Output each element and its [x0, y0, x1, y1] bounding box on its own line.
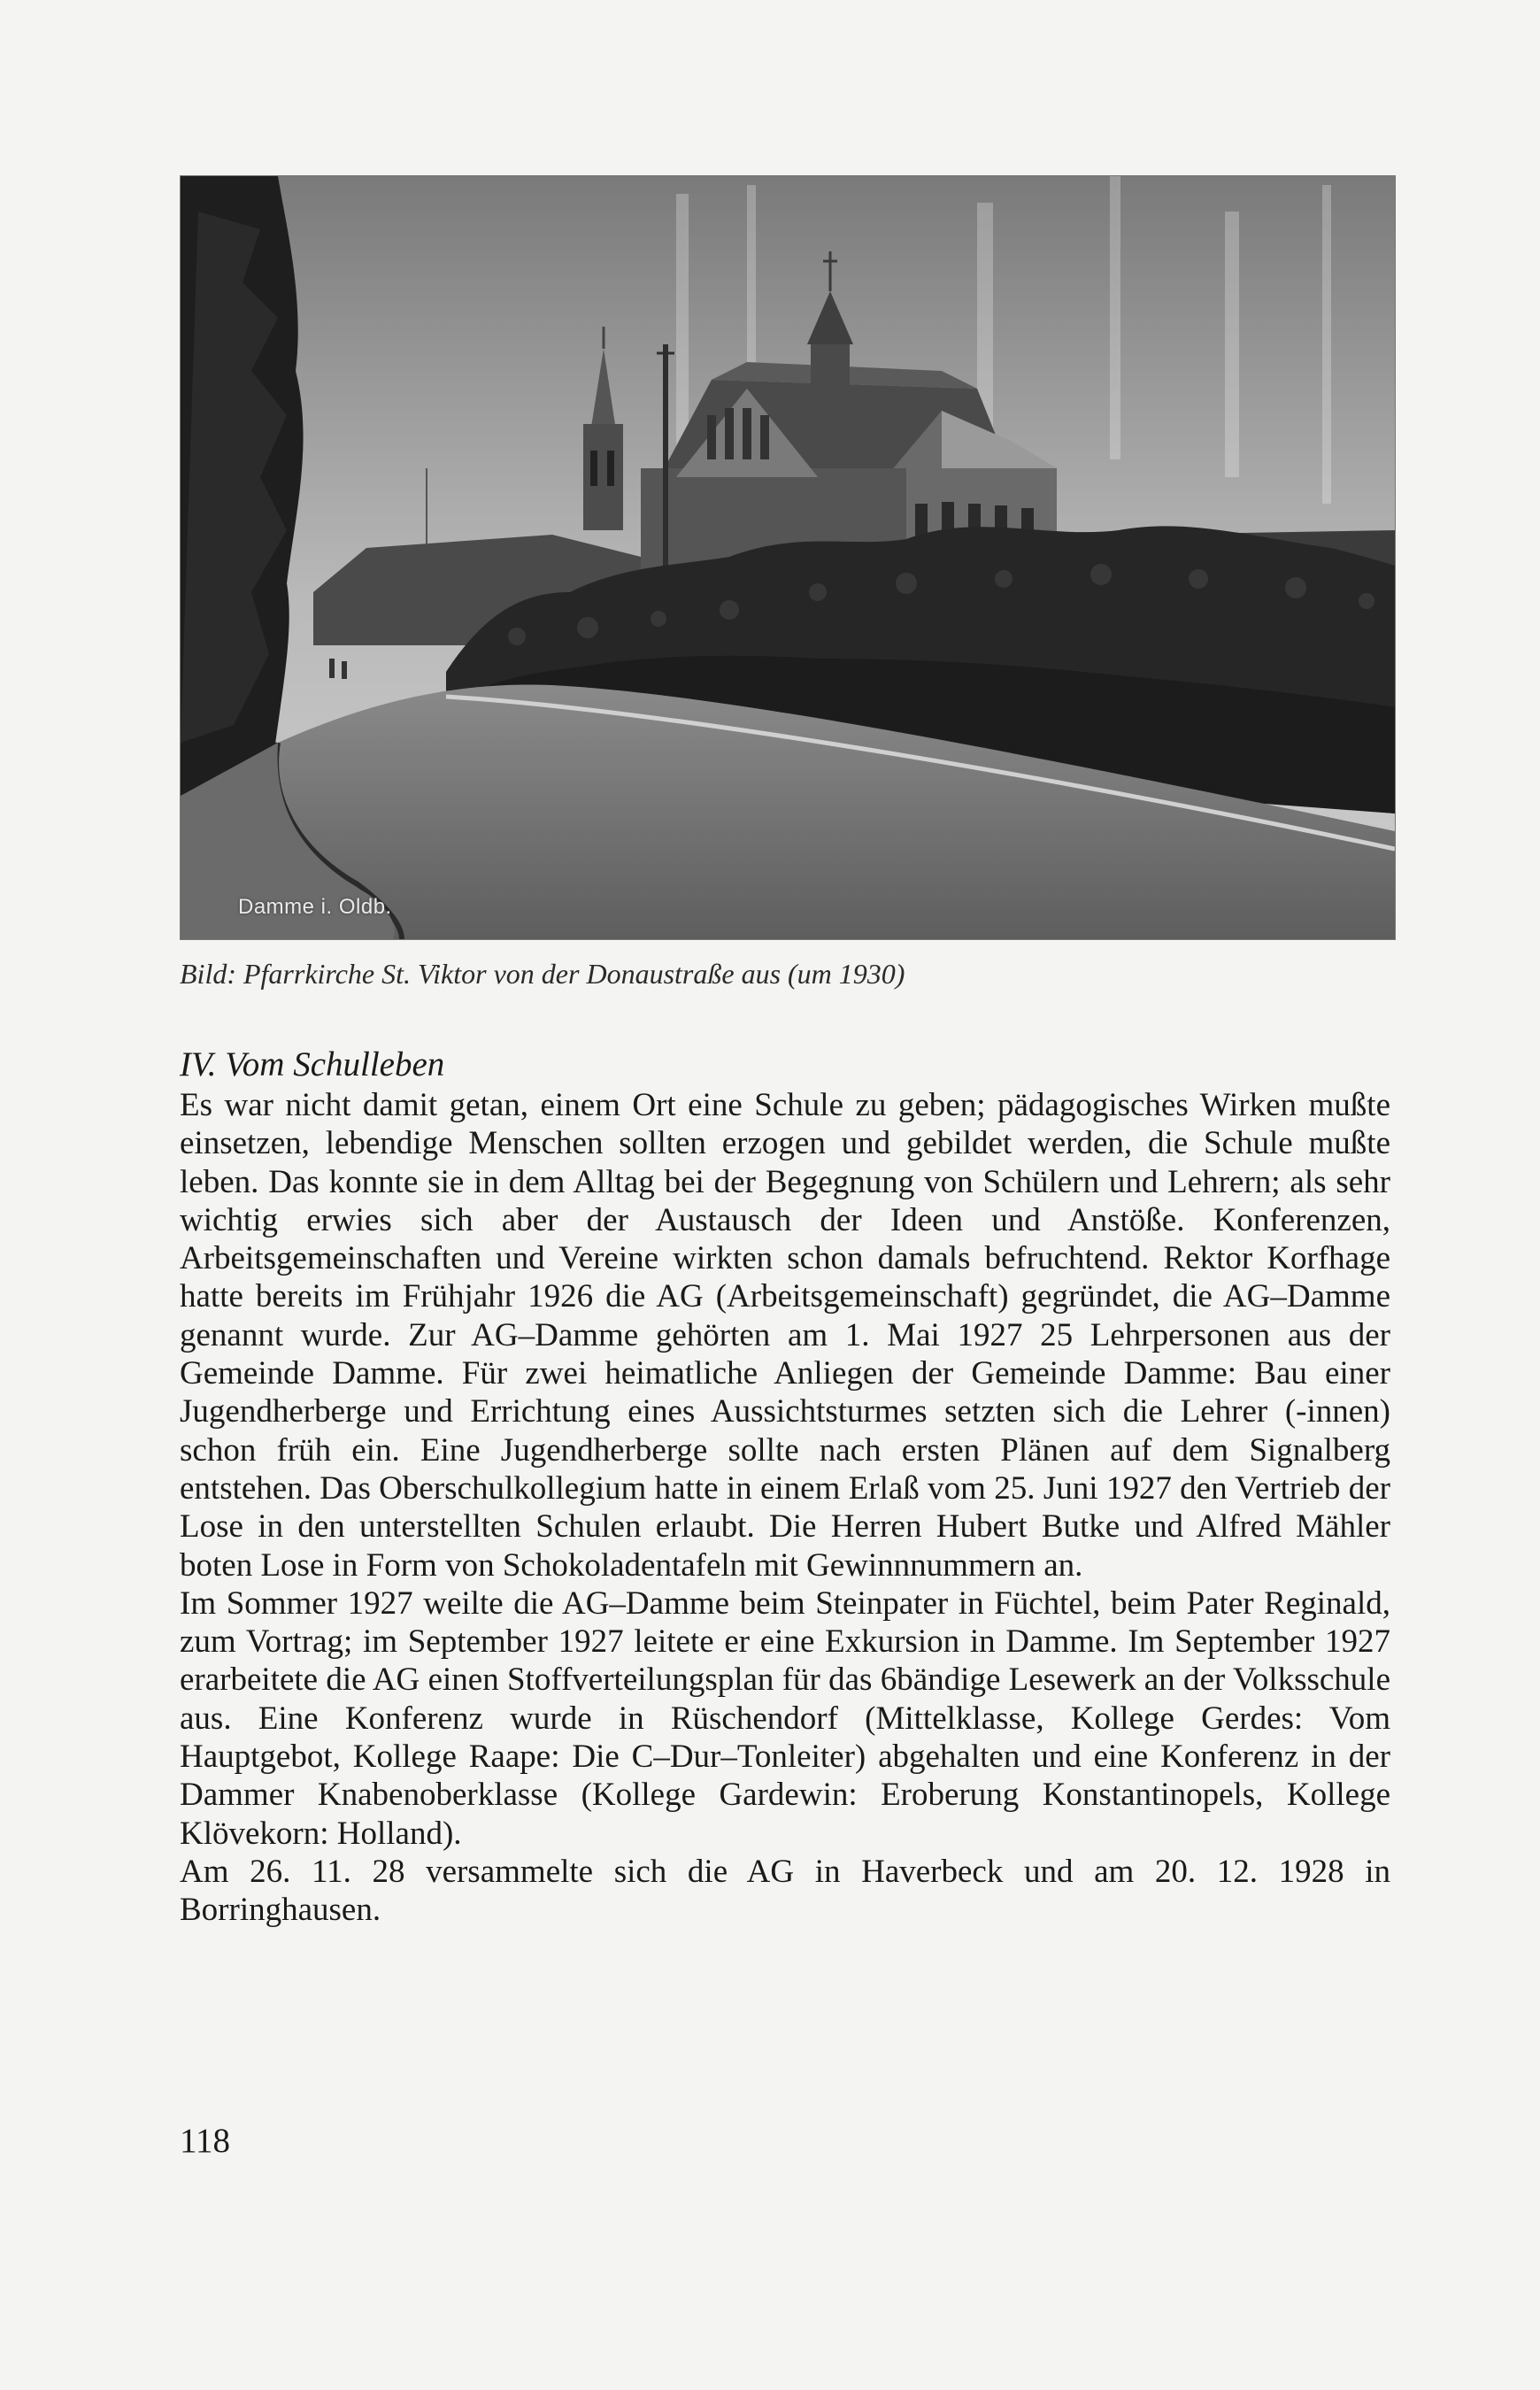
church-photograph	[180, 175, 1396, 940]
paragraph: Es war nicht damit getan, einem Ort eine Schule zu geben; pädagogisches Wirken mußte einsetzen, lebendige Menschen sollten erzogen und gebildet werden, die Schule mußte leben. Das konnte sie in dem Alltag bei der Begegnung von Schülern und Lehrern; als sehr wichtig erwies sich aber der Austausch der Ideen und Anstöße. Konferenzen, Arbeitsgemeinschaften und Vereine wirkten schon damals befruchtend. Rektor Korfhage hatte bereits im Frühjahr 1926 die AG (Arbeitsgemeinschaft) gegründet, die AG–Damme genannt wurde. Zur AG–Damme gehörten am 1. Mai 1927 25 Lehrpersonen aus der Gemeinde Damme. Für zwei heimatliche Anliegen der Gemeinde Damme: Bau einer Jugendherberge und Errichtung eines Aussichtsturmes setzten sich die Lehrer (-innen) schon früh ein. Eine Jugendherberge sollte nach ersten Plänen auf dem Signalberg entstehen. Das Oberschulkollegium hatte in einem Erlaß vom 25. Juni 1927 den Vertrieb der Lose in den unterstellten Schulen erlaubt. Die Herren Hubert Butke und Alfred Mähler boten Lose in Form von Schokoladentafeln mit Gewinnnummern an.	[180, 1087, 1390, 1584]
paragraph: Im Sommer 1927 weilte die AG–Damme beim Steinpater in Füchtel, beim Pater Reginald, zum Vortrag; im September 1927 leitete er eine Exkursion in Damme. Im September 1927 erarbeitete die AG einen Stoffverteilungsplan für das 6bändige Lesewerk an der Volksschule aus. Eine Konferenz wurde in Rüschendorf (Mittelklasse, Kollege Gerdes: Vom Hauptgebot, Kollege Raape: Die C–Dur–Tonleiter) abgehalten und eine Konferenz in der Dammer Knabenoberklasse (Kollege Gardewin: Eroberung Konstantinopels, Kollege Klövekorn: Holland).	[180, 1584, 1390, 1852]
photo-stamp-text: Damme i. Oldb.	[238, 895, 392, 919]
page-number: 118	[180, 2122, 231, 2160]
section-heading: IV. Vom Schulleben	[180, 1045, 445, 1083]
body-text	[180, 1086, 1390, 1930]
photo-caption: Bild: Pfarrkirche St. Viktor von der Donaustraße aus (um 1930)	[180, 958, 905, 990]
paragraph: Am 26. 11. 28 versammelte sich die AG in Haverbeck und am 20. 12. 1928 in Borringhausen.	[180, 1853, 1390, 1929]
church-photo-image	[181, 176, 1395, 939]
